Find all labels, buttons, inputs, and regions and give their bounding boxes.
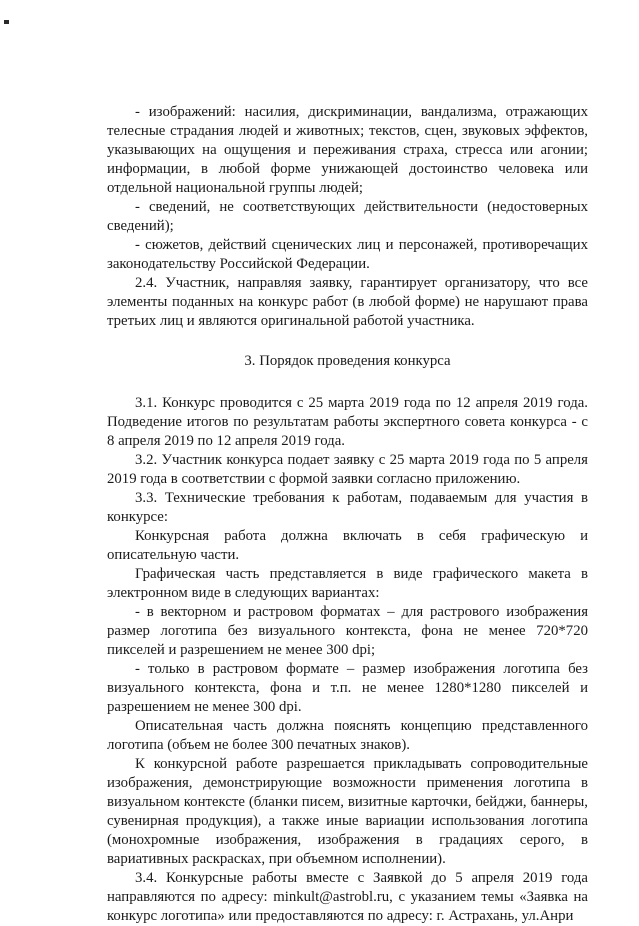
paragraph-3-4: 3.4. Конкурсные работы вместе с Заявкой до 5 апреля 2019 года направляются по адресу: minkult@astrobl.ru, с указанием темы «Заявка на конкурс логотипа» или предоставляются по адресу: г. Астрахань, ул.Анри: [107, 870, 588, 924]
paragraph-2-4: 2.4. Участник, направляя заявку, гарантирует организатору, что все элементы поданных на конкурс работ (в любой форме) не нарушают права третьих лиц и являются оригинальной работой участника.: [107, 275, 588, 329]
paragraph-accompanying-images: К конкурсной работе разрешается прикладывать сопроводительные изображения, демонстрирующие возможности применения логотипа в визуальном контексте (бланки писем, визитные карточки, бейджи, баннеры, сувенирная продукция), а также иные вариации использования логотипа (монохромные изображения, изображения в градациях серого, в вариативных раскрасках, при объемном исполнении).: [107, 756, 588, 867]
scan-mark: [4, 20, 9, 24]
document-text: [107, 103, 588, 926]
paragraph-description-part: Описательная часть должна пояснять концепцию представленного логотипа (объем не более 300 печатных знаков).: [107, 718, 588, 753]
paragraph-work-parts: Конкурсная работа должна включать в себя графическую и описательную части.: [107, 528, 588, 563]
paragraph-vector-raster: - в векторном и растровом форматах – для растрового изображения размер логотипа без визуального контекста, фона не менее 720*720 пикселей и разрешением не менее 300 dpi;: [107, 604, 588, 658]
paragraph-raster-only: - только в растровом формате – размер изображения логотипа без визуального контекста, фона и т.п. не менее 1280*1280 пикселей и разрешением не менее 300 dpi.: [107, 661, 588, 715]
paragraph-false-information: - сведений, не соответствующих действительности (недостоверных сведений);: [107, 199, 588, 234]
paragraph-3-2: 3.2. Участник конкурса подает заявку с 25 марта 2019 года по 5 апреля 2019 года в соответствии с формой заявки согласно приложению.: [107, 452, 588, 487]
section-heading: 3. Порядок проведения конкурса: [244, 353, 451, 369]
paragraph-3-1: 3.1. Конкурс проводится с 25 марта 2019 года по 12 апреля 2019 года. Подведение итогов по результатам работы экспертного совета конкурса - с 8 апреля 2019 по 12 апреля 2019 года.: [107, 395, 588, 449]
paragraph-3-3: 3.3. Технические требования к работам, подаваемым для участия в конкурсе:: [107, 490, 588, 525]
paragraph-prohibited-images: - изображений: насилия, дискриминации, вандализма, отражающих телесные страдания людей и животных; текстов, сцен, звуковых эффектов, указывающих на ощущения и переживания страха, стресса или агонии; информации, в любой форме унижающей достоинство человека или отдельной национальной группы людей;: [107, 104, 588, 196]
paragraph-illegal-plots: - сюжетов, действий сценических лиц и персонажей, противоречащих законодательству Российской Федерации.: [107, 237, 588, 272]
paragraph-graphic-part: Графическая часть представляется в виде графического макета в электронном виде в следующих вариантах:: [107, 566, 588, 601]
